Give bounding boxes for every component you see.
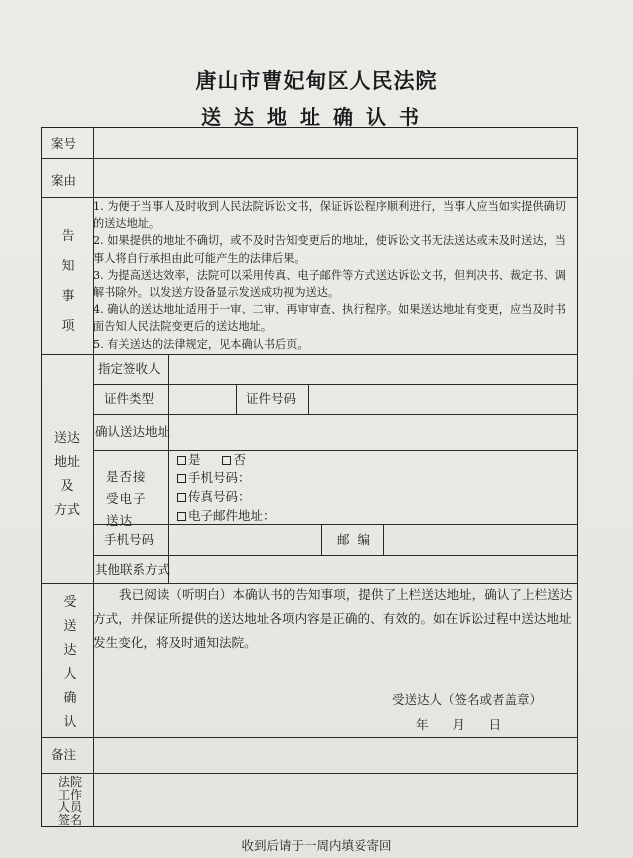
signature-label: 受送达人（签名或者盖章） bbox=[392, 692, 543, 707]
recipient-statement: 我已阅读（听明白）本确认书的告知事项，提供了上栏送达地址，确认了上栏送达方式，并保证所提供的送达地址各项内容是正确的、有效的。如在诉讼过程中送达地址发生变化，将及时通知法院。 bbox=[93, 587, 573, 650]
rule bbox=[93, 414, 578, 415]
rule bbox=[93, 555, 578, 556]
rule bbox=[308, 384, 309, 414]
rule bbox=[41, 354, 578, 355]
postcode-label: 邮 编 bbox=[337, 532, 370, 547]
case-reason-label: 案由 bbox=[51, 173, 77, 188]
date-label: 年 月 日 bbox=[416, 717, 502, 732]
yes-label: 是 bbox=[188, 452, 201, 467]
fax-checkbox[interactable] bbox=[177, 493, 186, 502]
option-yes-no bbox=[177, 453, 246, 467]
rule bbox=[236, 384, 237, 414]
remarks-label: 备注 bbox=[51, 747, 77, 762]
rule bbox=[41, 773, 578, 774]
mobile-label: 手机号码 bbox=[104, 532, 155, 547]
option-fax bbox=[177, 490, 251, 504]
confirmed-address-label: 确认送达地址 bbox=[95, 424, 171, 439]
notice-item: 5. 有关送达的法律规定，见本确认书后页。 bbox=[93, 337, 309, 351]
id-number-label: 证件号码 bbox=[246, 391, 297, 406]
address-method-label: 送达 地址 及 方式 bbox=[53, 431, 80, 518]
designated-recipient-label: 指定签收人 bbox=[98, 361, 161, 376]
option-mobile bbox=[177, 471, 251, 485]
document-title: 送达地址确认书 bbox=[201, 105, 432, 129]
rule bbox=[41, 158, 578, 159]
notice-item: 4. 确认的送达地址适用于一审、二审、再审审查、执行程序。如果送达地址有变更，应当及时书面告知人民法院变更后的送达地址。 bbox=[93, 303, 566, 334]
staff-signature-label: 法院 工作 人员 签名 bbox=[57, 775, 82, 827]
no-label: 否 bbox=[233, 452, 246, 467]
rule bbox=[383, 524, 384, 555]
notice-label: 告 知 事 项 bbox=[61, 229, 75, 334]
email-option-label: 电子邮件地址： bbox=[188, 508, 276, 523]
footer-note: 收到后请于一周内填妥寄回 bbox=[241, 838, 392, 853]
notice-list bbox=[93, 198, 575, 353]
rule bbox=[93, 450, 578, 451]
mobile-option-label: 手机号码： bbox=[188, 470, 251, 485]
rule bbox=[41, 737, 578, 738]
fax-option-label: 传真号码： bbox=[188, 489, 251, 504]
mobile-checkbox[interactable] bbox=[177, 474, 186, 483]
rule bbox=[168, 354, 169, 583]
email-checkbox[interactable] bbox=[177, 512, 186, 521]
other-contact-label: 其他联系方式 bbox=[95, 562, 171, 577]
id-type-label: 证件类型 bbox=[104, 391, 155, 406]
notice-item: 1. 为便于当事人及时收到人民法院诉讼文书，保证诉讼程序顺利进行，当事人应当如实提供确切的送达地址。 bbox=[93, 200, 566, 231]
rule bbox=[93, 384, 578, 385]
option-email bbox=[177, 509, 276, 523]
court-name-title: 唐山市曹妃甸区人民法院 bbox=[195, 69, 438, 93]
yes-checkbox[interactable] bbox=[177, 456, 186, 465]
no-checkbox[interactable] bbox=[222, 456, 231, 465]
accept-electronic-label: 是否接受电子送达 bbox=[106, 469, 147, 528]
recipient-confirm-label: 受 送 达 人 确 认 bbox=[63, 595, 77, 730]
case-number-label: 案号 bbox=[51, 136, 77, 151]
rule bbox=[321, 524, 322, 555]
notice-item: 2. 如果提供的地址不确切，或不及时告知变更后的地址，使诉讼文书无法送达或未及时送达，当事人将自行承担由此可能产生的法律后果。 bbox=[93, 234, 566, 265]
rule bbox=[93, 524, 578, 525]
notice-item: 3. 为提高送达效率，法院可以采用传真、电子邮件等方式送达诉讼文书，但判决书、裁定书、调解书除外。以发送方设备显示发送成功视为送达。 bbox=[93, 268, 566, 300]
